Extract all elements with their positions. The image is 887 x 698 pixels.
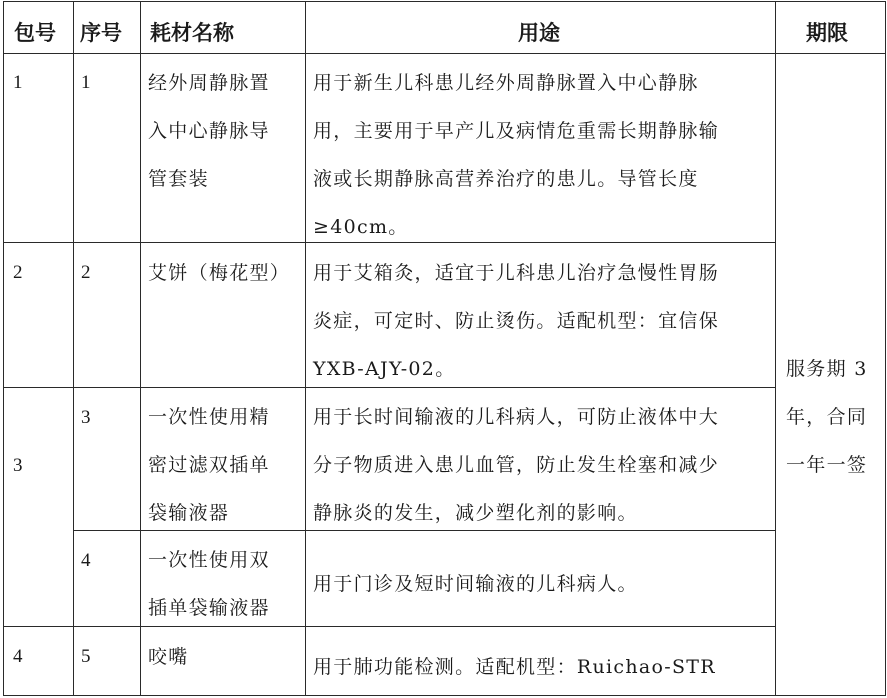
use-line: 用于门诊及短时间输液的儿科病人。 [313,573,638,595]
rule-left [3,1,4,696]
use-line: 用于新生儿科患儿经外周静脉置入中心静脉 [313,72,699,94]
rule-right [885,1,886,696]
name-line: 插单袋输液器 [148,597,270,619]
use-line: ≥40cm。 [313,216,409,238]
name-line: 一次性使用精 [148,406,270,428]
use-cell [313,249,719,393]
name-line: 咬嘴 [148,646,189,668]
period-cell [786,345,868,489]
use-cell [313,393,719,537]
use-line: 分子物质进入患儿血管，防止发生栓塞和减少 [313,454,720,476]
use-line: 炎症，可定时、防止烫伤。适配机型：宜信保 [313,310,720,332]
rule-row4 [3,626,776,627]
name-line: 密过滤双插单 [148,454,270,476]
period-line: 服务期 3 [786,358,868,380]
seq-cell: 4 [81,550,91,571]
use-line: 用于肺功能检测。适配机型：Ruichao-STR [313,656,716,678]
use-cell [313,560,638,608]
pkg-cell: 2 [13,262,23,283]
rule-header-bottom [3,53,886,54]
header-seq: 序号 [80,21,122,45]
use-line: 静脉炎的发生，减少塑化剂的影响。 [313,502,638,524]
use-line: 用，主要用于早产儿及病情危重需长期静脉输 [313,120,720,142]
name-line: 入中心静脉导 [148,120,270,142]
header-period: 期限 [806,21,848,45]
header-use: 用途 [518,21,560,45]
name-cell [148,59,270,203]
rule-top [3,1,886,2]
use-cell [313,643,716,691]
seq-cell: 1 [81,72,91,93]
name-cell [148,393,270,537]
use-cell [313,59,719,251]
name-line: 艾饼（梅花型） [148,262,291,284]
rule-col3 [305,1,306,696]
rule-col4 [775,1,776,696]
name-line: 经外周静脉置 [148,72,270,94]
pkg-cell: 1 [13,72,23,93]
name-line: 一次性使用双 [148,549,270,571]
header-name: 耗材名称 [150,21,234,45]
use-line: 液或长期静脉高营养治疗的患儿。导管长度 [313,168,699,190]
seq-cell: 2 [81,262,91,283]
name-cell [148,536,270,632]
use-line: 用于艾箱灸，适宜于儿科患儿治疗急慢性胃肠 [313,262,720,284]
name-cell [148,633,189,681]
name-line: 管套装 [148,168,209,190]
period-line: 年，合同 [786,406,868,428]
name-line: 袋输液器 [148,502,230,524]
seq-cell: 5 [81,646,91,667]
pkg-cell: 3 [13,455,23,476]
rule-col2 [140,1,141,696]
period-line: 一年一签 [786,454,868,476]
use-line: 用于长时间输液的儿科病人，可防止液体中大 [313,406,720,428]
pkg-cell: 4 [13,646,23,667]
rule-bottom [3,695,886,696]
name-cell [148,249,290,297]
header-pkg: 包号 [14,21,56,45]
rule-col1 [73,1,74,696]
seq-cell: 3 [81,407,91,428]
use-line: YXB-AJY-02。 [313,358,456,380]
